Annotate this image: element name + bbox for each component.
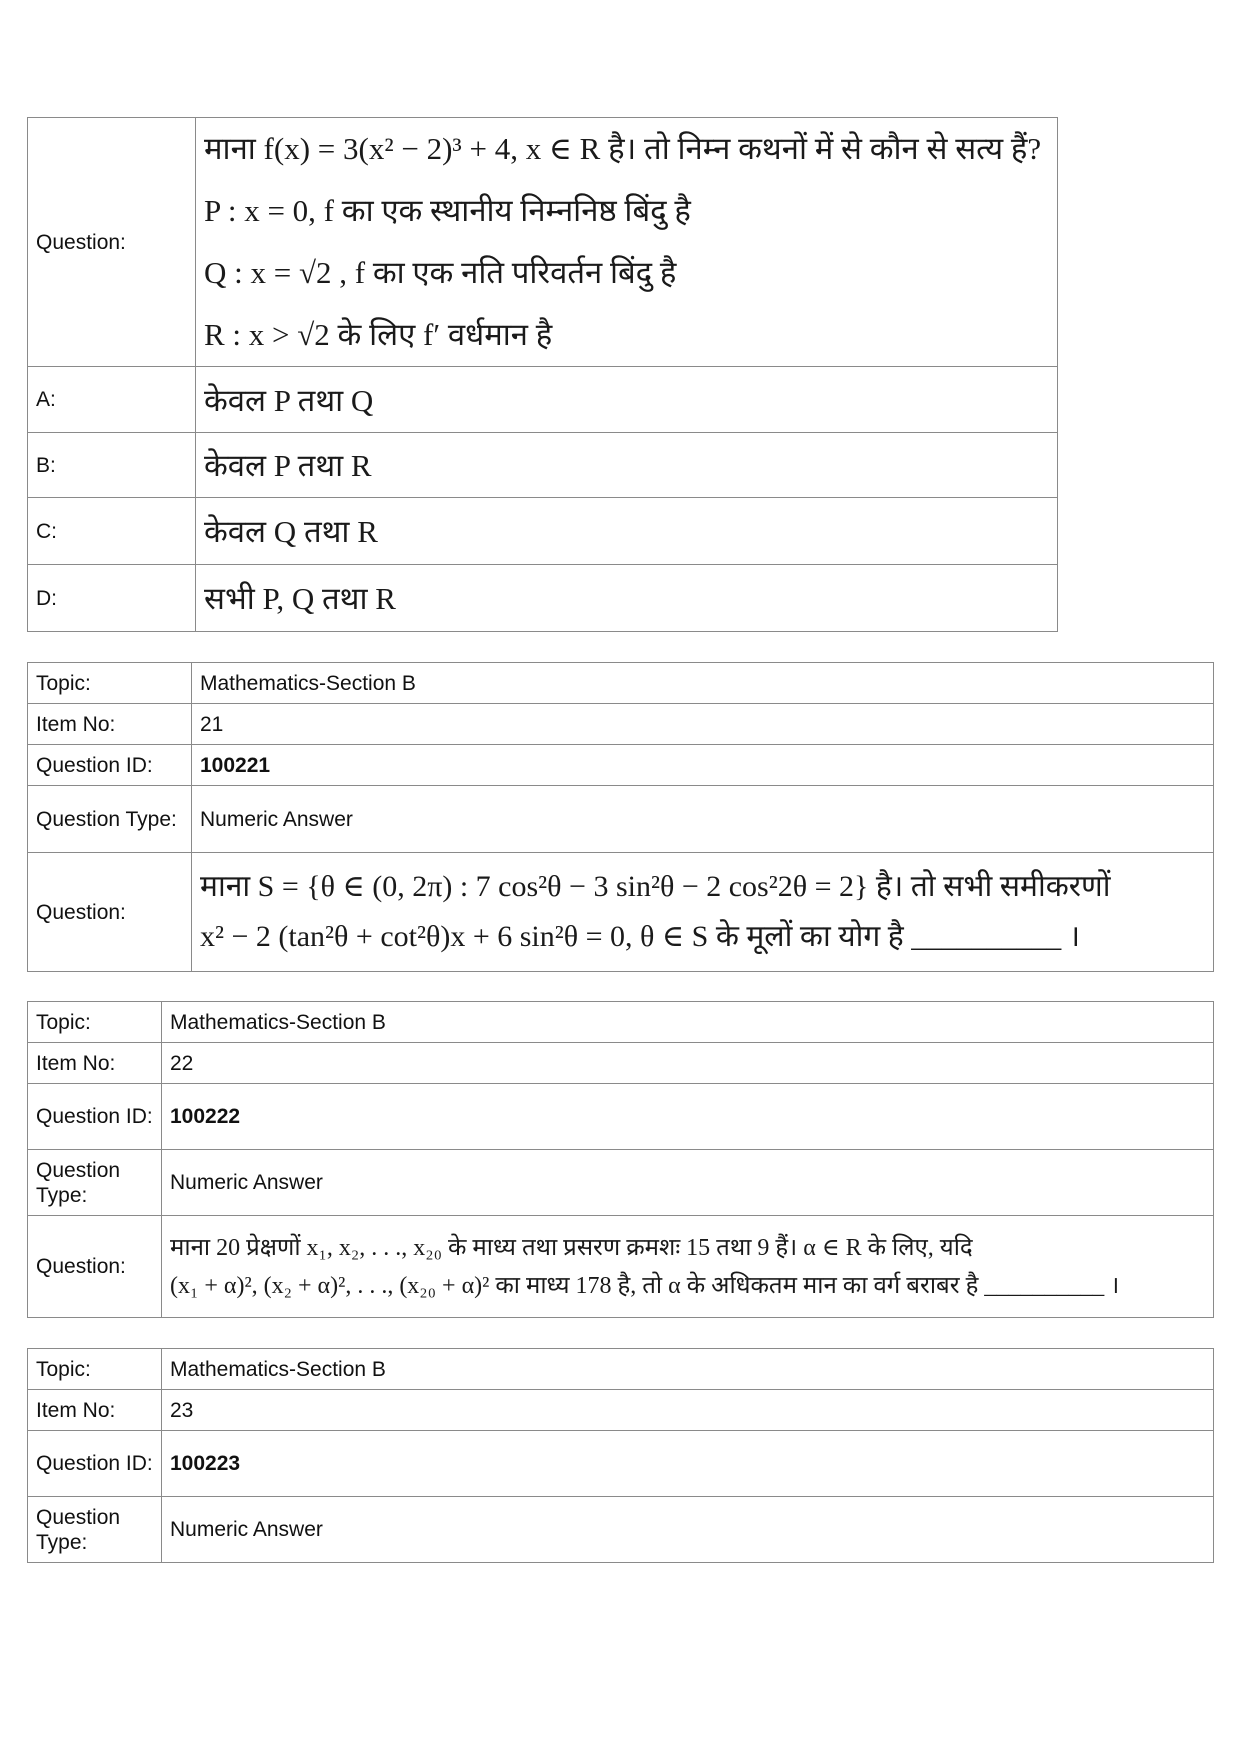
- topic-label: Topic:: [28, 663, 192, 704]
- option-d-text: सभी P, Q तथा R: [196, 565, 1058, 632]
- item-no-label: Item No:: [28, 704, 192, 745]
- question-id-value: 100221: [192, 745, 1214, 786]
- question-label: Question:: [28, 118, 196, 367]
- question-type-label: Question Type:: [28, 786, 192, 853]
- question-type-label: Question Type:: [28, 1150, 162, 1216]
- question-text: [196, 118, 1058, 367]
- option-a-text: केवल P तथा Q: [196, 367, 1058, 433]
- option-b-text: केवल P तथा R: [196, 433, 1058, 498]
- item-no-value: 22: [162, 1043, 1214, 1084]
- item-23-table: [27, 1348, 1214, 1563]
- item-no-value: 23: [162, 1390, 1214, 1431]
- question-type-value: Numeric Answer: [162, 1497, 1214, 1563]
- option-d-label: D:: [28, 565, 196, 632]
- option-c-label: C:: [28, 498, 196, 565]
- item-21-table: [27, 662, 1214, 972]
- question-type-label: Question Type:: [28, 1497, 162, 1563]
- question-type-value: Numeric Answer: [192, 786, 1214, 853]
- question-line-2: P : x = 0, f का एक स्थानीय निम्ननिष्ठ बिंदु है: [204, 193, 691, 228]
- question-line-4: R : x > √2 के लिए f′ वर्धमान है: [204, 317, 553, 352]
- question-id-value: 100223: [162, 1431, 1214, 1497]
- question-line-3: Q : x = √2 , f का एक नति परिवर्तन बिंदु है: [204, 255, 677, 290]
- topic-value: Mathematics-Section B: [162, 1002, 1214, 1043]
- question-id-label: Question ID:: [28, 1084, 162, 1150]
- question-line-1: माना S = {θ ∈ (0, 2π) : 7 cos²θ − 3 sin²θ − 2 cos²2θ = 2} है। तो सभी समीकरणों: [200, 870, 1111, 903]
- question-line-1: माना 20 प्रेक्षणों x₁, x₂, . . ., x₂₀ के माध्य तथा प्रसरण क्रमशः 15 तथा 9 हैं। α ∈ R के लिए, यदि: [170, 1234, 973, 1261]
- item-22-table: [27, 1001, 1214, 1318]
- question-text: [162, 1216, 1214, 1318]
- question-text: [192, 853, 1214, 972]
- question-line-2: (x₁ + α)², (x₂ + α)², . . ., (x₂₀ + α)² का माध्य 178 है, तो α के अधिकतम मान का वर्ग बराबर है __________ ।: [170, 1272, 1120, 1299]
- question-label: Question:: [28, 853, 192, 972]
- question-id-value: 100222: [162, 1084, 1214, 1150]
- topic-label: Topic:: [28, 1349, 162, 1390]
- question-block-options: [27, 117, 1058, 632]
- item-no-label: Item No:: [28, 1043, 162, 1084]
- topic-label: Topic:: [28, 1002, 162, 1043]
- item-no-label: Item No:: [28, 1390, 162, 1431]
- question-line-2: x² − 2 (tan²θ + cot²θ)x + 6 sin²θ = 0, θ ∈ S के मूलों का योग है __________ ।: [200, 920, 1081, 953]
- option-c-text: केवल Q तथा R: [196, 498, 1058, 565]
- question-id-label: Question ID:: [28, 745, 192, 786]
- question-id-label: Question ID:: [28, 1431, 162, 1497]
- question-line-1: माना f(x) = 3(x² − 2)³ + 4, x ∈ R है। तो निम्न कथनों में से कौन से सत्य हैं?: [204, 131, 1042, 166]
- topic-value: Mathematics-Section B: [162, 1349, 1214, 1390]
- topic-value: Mathematics-Section B: [192, 663, 1214, 704]
- option-a-label: A:: [28, 367, 196, 433]
- item-no-value: 21: [192, 704, 1214, 745]
- question-label: Question:: [28, 1216, 162, 1318]
- option-b-label: B:: [28, 433, 196, 498]
- question-type-value: Numeric Answer: [162, 1150, 1214, 1216]
